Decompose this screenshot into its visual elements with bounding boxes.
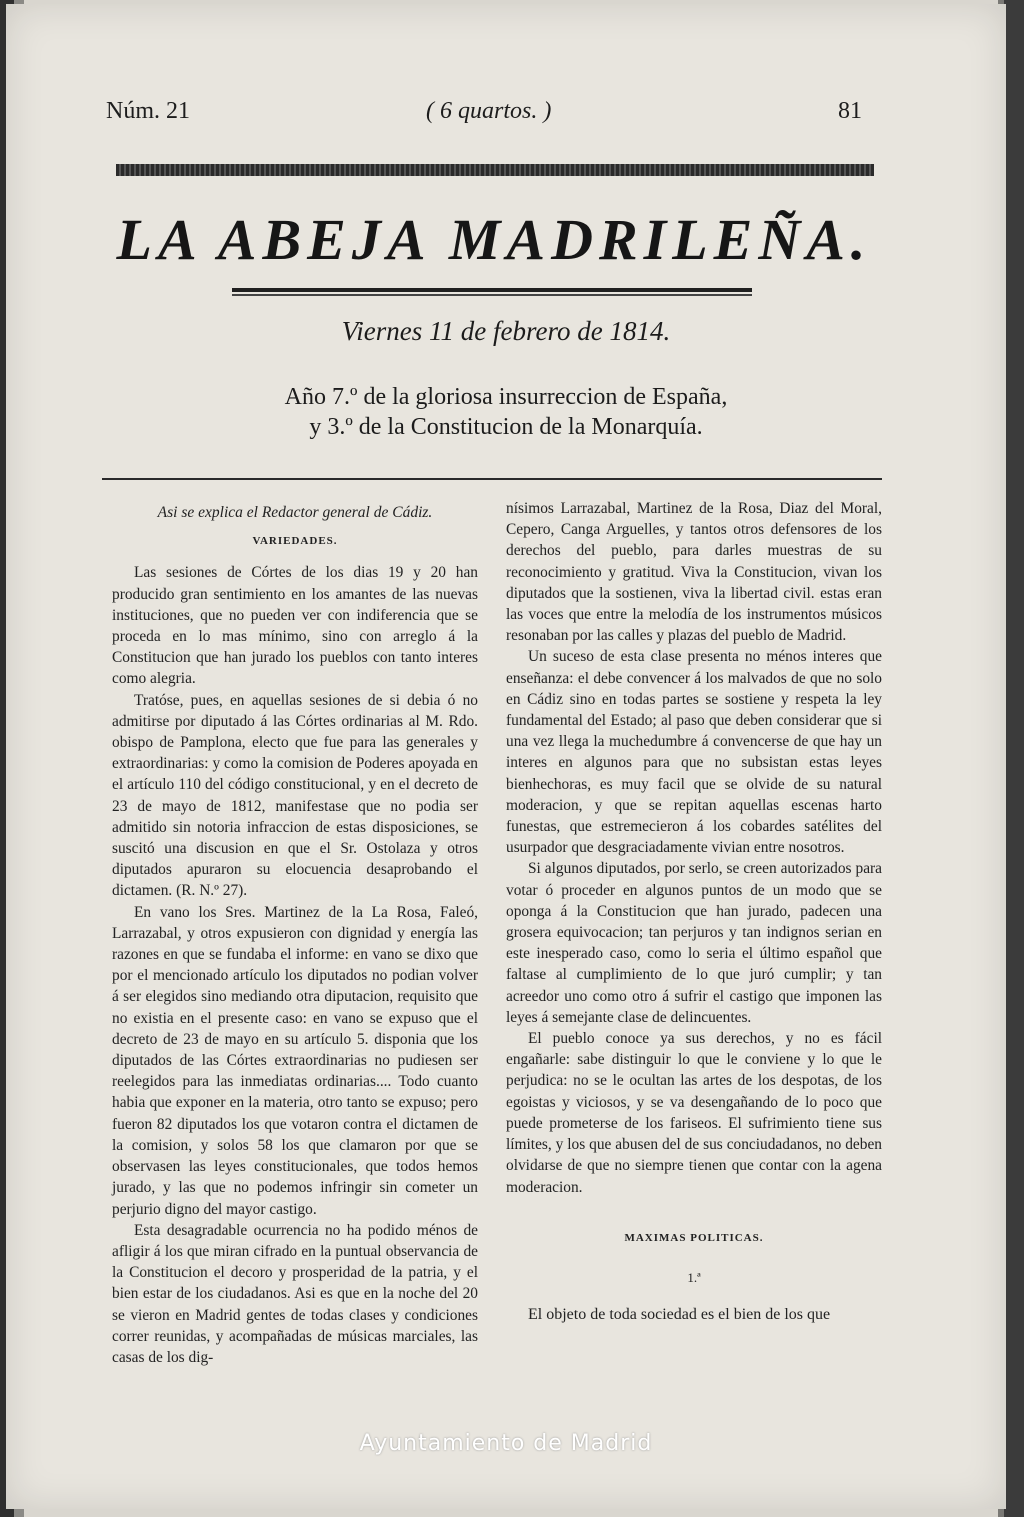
issue-number: Núm. 21 <box>106 98 190 124</box>
masthead-top-rule <box>116 164 874 176</box>
paragraph: El pueblo conoce ya sus derechos, y no es fácil engañarle: sabe distinguir lo que le conviene y lo que le perjudica: no se le ocultan las artes de los despotas, de los egoistas y viciosos, y se va desengañando de lo poco que puede prometerse de los fariseos. El sufrimiento tiene sus límites, y los que abusen del de sus conciudadanos, no deben olvidarse de que no siempre tienen que contar con la agena moderacion. <box>506 1030 882 1196</box>
page-number: 81 <box>838 98 862 124</box>
maxim-number: 1.ª <box>687 1269 701 1285</box>
paragraph: En vano los Sres. Martinez de la La Rosa, Faleó, Larrazabal, y otros expusieron con dignidad y energía las razones en que se fundaba el informe: en vano se dixo que por el mencionado artículo los diputados no podian volver á ser elegidos sino mediando otra diputacion, requisito que no existia en el presente caso: en vano se expuso que el decreto de 23 de mayo en su artículo 5. disponia que los diputados de las Córtes extraordinarias no pudiesen ser reelegidos para las inmediatas ordinarias.... Todo cuanto habia que exponer en la materia, otro tanto se expuso; pero fueron 82 diputados los que votaron contra el dictamen de la comision, y solos 58 los que clamaron por que se observasen las leyes constitucionales, que todos hemos jurado, y las que no podemos infringir sin cometer un perjurio digno del mayor castigo. <box>112 903 478 1218</box>
section-title-variedades: VARIEDADES. <box>252 535 338 548</box>
masthead-bottom-rule-thin <box>232 294 752 296</box>
paragraph: Tratóse, pues, en aquellas sesiones de si debia ó no admitirse por diputado á las Córtes ordinarias al M. Rdo. obispo de Pamplona, electo que fue para las generales y extraordinarias: y como la comision de Poderes apoyada en el artículo 110 del código constitucional, y en el decreto de 23 de mayo de 1812, manifestase que no podia ser admitido sin notoria infraccion de estas disposiciones, se suscitó una discusion en que el Sr. Ostolaza y otros diputados apuraron su elocuencia desaprobando el dictamen. (R. N.º 27). <box>112 691 478 900</box>
issue-date: Viernes 11 de febrero de 1814. <box>341 316 671 346</box>
masthead-title: LA ABEJA MADRILEÑA. <box>116 207 872 272</box>
section-title-maximas: MAXIMAS POLITICAS. <box>624 1231 764 1244</box>
newspaper-page <box>6 4 1006 1509</box>
column-divider-rule <box>102 478 882 480</box>
right-column <box>506 498 882 1325</box>
paragraph: Un suceso de esta clase presenta no ménos interes que enseñanza: el debe convencer á los malvados de que no solo en Cádiz sino en todas partes se sostiene y respeta la ley fundamental del Estado; al paso que deben considerar que si una vez llega la muchedumbre á convencerse de que hay un interes en algunos para que no subsistan estas leyes bienhechoras, es muy facil que se olvide de su natural moderacion, y que se repitan aquellas escenas harto funestas, que estremecieron á los cobardes satélites del usurpador que desgraciadamente vivian entre nosotros. <box>506 648 882 857</box>
paragraph: Si algunos diputados, por serlo, se creen autorizados para votar ó proceder en algunos puntos de un modo que se oponga á la Constitucion que han jurado, padecen una grosera equivocacion; tan perjuros y tan indignos serian en este inesperado caso, como lo seria el último español que faltase al cumplimiento de lo que juró cumplir; y tan acreedor uno como otro á sufrir el castigo que imponen las leyes á semejante clase de delincuentes. <box>506 860 882 1026</box>
year-line-1: Año 7.º de la gloriosa insurreccion de España, <box>284 384 728 410</box>
article-kicker: Asi se explica el Redactor general de Cádiz. <box>157 504 433 521</box>
maxim-text: El objeto de toda sociedad es el bien de los que <box>528 1306 831 1324</box>
year-line-2: y 3.º de la Constitucion de la Monarquía. <box>309 414 703 440</box>
issue-price: ( 6 quartos. ) <box>426 98 552 124</box>
paragraph: nísimos Larrazabal, Martinez de la Rosa, Diaz del Moral, Cepero, Canga Arguelles, y tantos otros defensores de los derechos del pueblo, para darles muestras de su reconocimiento y gratitud. Viva la Constitucion, vivan los diputados que la sostienen, viva la libertad civil. estas eran las voces que entre la melodía de los instrumentos músicos resonaban por las calles y plazas del pueblo de Madrid. <box>506 500 882 645</box>
masthead-bottom-rule <box>232 288 752 292</box>
paragraph: Esta desagradable ocurrencia no ha podido ménos de afligir á los que miran cifrado en la puntual observancia de la Constitucion el decoro y prosperidad de la patria, y el bien estar de los ciudadanos. Asi es que en la noche del 20 se vieron en Madrid gentes de todas clases y condiciones correr reunidas, y acompañadas de músicas marciales, las casas de los dig- <box>112 1221 478 1366</box>
left-column <box>112 498 478 1368</box>
watermark: Ayuntamiento de Madrid <box>359 1431 653 1456</box>
scan-right-edge <box>1004 0 1024 1517</box>
paragraph: Las sesiones de Córtes de los dias 19 y 20 han producido gran sentimiento en los amantes de las nuevas instituciones, que no pueden ver con indiferencia que se proceda en lo mas mínimo, sino con arreglo á la Constitucion que han jurado los pueblos con tanto interes como alegria. <box>112 564 478 688</box>
